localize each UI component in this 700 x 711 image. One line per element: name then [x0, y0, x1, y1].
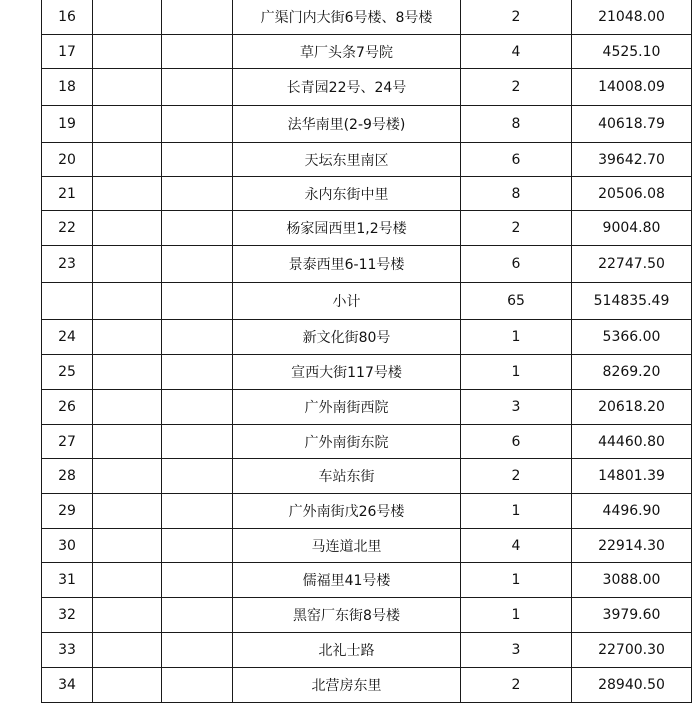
table-row [42, 459, 692, 494]
community-name-cell: 车站东街 [233, 459, 461, 494]
building-count-cell: 3 [461, 390, 572, 425]
row-number-cell: 26 [42, 390, 93, 425]
row-number-cell: 21 [42, 177, 93, 211]
table-row [42, 69, 692, 106]
row-number-cell: 29 [42, 494, 93, 529]
building-count-cell: 2 [461, 211, 572, 246]
community-name-cell: 宣西大街117号楼 [233, 355, 461, 390]
community-name-cell: 长青园22号、24号 [233, 69, 461, 106]
row-number-cell [42, 283, 93, 320]
row-number-cell: 31 [42, 563, 93, 598]
building-count-cell: 6 [461, 246, 572, 283]
building-count-cell: 1 [461, 563, 572, 598]
area-cell: 21048.00 [572, 0, 692, 35]
community-name-cell: 草厂头条7号院 [233, 35, 461, 69]
blank-cell [93, 211, 162, 246]
row-number-cell: 25 [42, 355, 93, 390]
row-number-cell: 32 [42, 598, 93, 633]
area-cell: 3088.00 [572, 563, 692, 598]
row-number-cell: 16 [42, 0, 93, 35]
area-cell: 14801.39 [572, 459, 692, 494]
community-name-cell: 景泰西里6-11号楼 [233, 246, 461, 283]
row-number-cell: 27 [42, 425, 93, 459]
building-count-cell: 2 [461, 459, 572, 494]
community-name-cell: 儒福里41号楼 [233, 563, 461, 598]
area-cell: 4525.10 [572, 35, 692, 69]
blank-cell [162, 668, 233, 703]
building-count-cell: 2 [461, 69, 572, 106]
row-number-cell: 34 [42, 668, 93, 703]
community-name-cell: 黑窑厂东街8号楼 [233, 598, 461, 633]
blank-cell [162, 563, 233, 598]
area-cell: 514835.49 [572, 283, 692, 320]
blank-cell [162, 35, 233, 69]
blank-cell [162, 459, 233, 494]
table-row [42, 320, 692, 355]
blank-cell [93, 320, 162, 355]
area-cell: 20618.20 [572, 390, 692, 425]
building-count-cell: 65 [461, 283, 572, 320]
blank-cell [162, 529, 233, 563]
building-count-cell: 1 [461, 598, 572, 633]
area-cell: 28940.50 [572, 668, 692, 703]
row-number-cell: 20 [42, 143, 93, 177]
blank-cell [162, 355, 233, 390]
blank-cell [93, 459, 162, 494]
table-row [42, 563, 692, 598]
blank-cell [162, 320, 233, 355]
blank-cell [93, 529, 162, 563]
area-cell: 44460.80 [572, 425, 692, 459]
building-count-cell: 6 [461, 143, 572, 177]
blank-cell [162, 390, 233, 425]
blank-cell [93, 425, 162, 459]
community-name-cell: 杨家园西里1,2号楼 [233, 211, 461, 246]
blank-cell [162, 0, 233, 35]
table-row [42, 246, 692, 283]
community-name-cell: 新文化街80号 [233, 320, 461, 355]
row-number-cell: 28 [42, 459, 93, 494]
table-row [42, 425, 692, 459]
table-row [42, 598, 692, 633]
blank-cell [162, 598, 233, 633]
community-name-cell: 北营房东里 [233, 668, 461, 703]
row-number-cell: 17 [42, 35, 93, 69]
blank-cell [93, 35, 162, 69]
row-number-cell: 19 [42, 106, 93, 143]
building-count-cell: 1 [461, 355, 572, 390]
area-cell: 22747.50 [572, 246, 692, 283]
blank-cell [162, 211, 233, 246]
blank-cell [93, 106, 162, 143]
row-number-cell: 30 [42, 529, 93, 563]
community-name-cell: 法华南里(2-9号楼) [233, 106, 461, 143]
building-count-cell: 8 [461, 106, 572, 143]
subtotal-row [42, 283, 692, 320]
area-cell: 22914.30 [572, 529, 692, 563]
row-number-cell: 22 [42, 211, 93, 246]
table-row [42, 211, 692, 246]
table-row [42, 633, 692, 668]
building-count-cell: 2 [461, 0, 572, 35]
community-name-cell: 天坛东里南区 [233, 143, 461, 177]
blank-cell [93, 69, 162, 106]
building-count-cell: 8 [461, 177, 572, 211]
area-cell: 14008.09 [572, 69, 692, 106]
blank-cell [162, 425, 233, 459]
area-cell: 39642.70 [572, 143, 692, 177]
area-cell: 3979.60 [572, 598, 692, 633]
blank-cell [93, 355, 162, 390]
area-cell: 5366.00 [572, 320, 692, 355]
blank-cell [93, 0, 162, 35]
blank-cell [93, 390, 162, 425]
blank-cell [162, 143, 233, 177]
building-count-cell: 6 [461, 425, 572, 459]
building-count-cell: 1 [461, 494, 572, 529]
building-count-cell: 4 [461, 35, 572, 69]
blank-cell [93, 563, 162, 598]
table-body [42, 0, 692, 703]
table-row [42, 390, 692, 425]
building-count-cell: 1 [461, 320, 572, 355]
table-row [42, 106, 692, 143]
community-name-cell: 广外南街东院 [233, 425, 461, 459]
row-number-cell: 23 [42, 246, 93, 283]
area-cell: 20506.08 [572, 177, 692, 211]
community-name-cell: 小计 [233, 283, 461, 320]
table-row [42, 35, 692, 69]
blank-cell [93, 598, 162, 633]
community-name-cell: 北礼士路 [233, 633, 461, 668]
blank-cell [162, 106, 233, 143]
blank-cell [93, 633, 162, 668]
area-cell: 22700.30 [572, 633, 692, 668]
area-cell: 9004.80 [572, 211, 692, 246]
table-row [42, 529, 692, 563]
blank-cell [162, 177, 233, 211]
community-name-cell: 永内东街中里 [233, 177, 461, 211]
blank-cell [93, 177, 162, 211]
row-number-cell: 24 [42, 320, 93, 355]
community-name-cell: 广渠门内大街6号楼、8号楼 [233, 0, 461, 35]
building-count-cell: 3 [461, 633, 572, 668]
area-cell: 4496.90 [572, 494, 692, 529]
blank-cell [93, 143, 162, 177]
blank-cell [93, 283, 162, 320]
building-count-cell: 2 [461, 668, 572, 703]
community-name-cell: 广外南街西院 [233, 390, 461, 425]
community-name-cell: 马连道北里 [233, 529, 461, 563]
table-row [42, 494, 692, 529]
blank-cell [93, 246, 162, 283]
table-row [42, 668, 692, 703]
table-row [42, 177, 692, 211]
area-cell: 8269.20 [572, 355, 692, 390]
row-number-cell: 33 [42, 633, 93, 668]
blank-cell [162, 246, 233, 283]
table-row [42, 0, 692, 35]
table-row [42, 355, 692, 390]
blank-cell [93, 494, 162, 529]
blank-cell [93, 668, 162, 703]
blank-cell [162, 494, 233, 529]
table-row [42, 143, 692, 177]
blank-cell [162, 283, 233, 320]
area-cell: 40618.79 [572, 106, 692, 143]
housing-table [41, 0, 692, 703]
community-name-cell: 广外南街戊26号楼 [233, 494, 461, 529]
building-count-cell: 4 [461, 529, 572, 563]
row-number-cell: 18 [42, 69, 93, 106]
blank-cell [162, 69, 233, 106]
blank-cell [162, 633, 233, 668]
